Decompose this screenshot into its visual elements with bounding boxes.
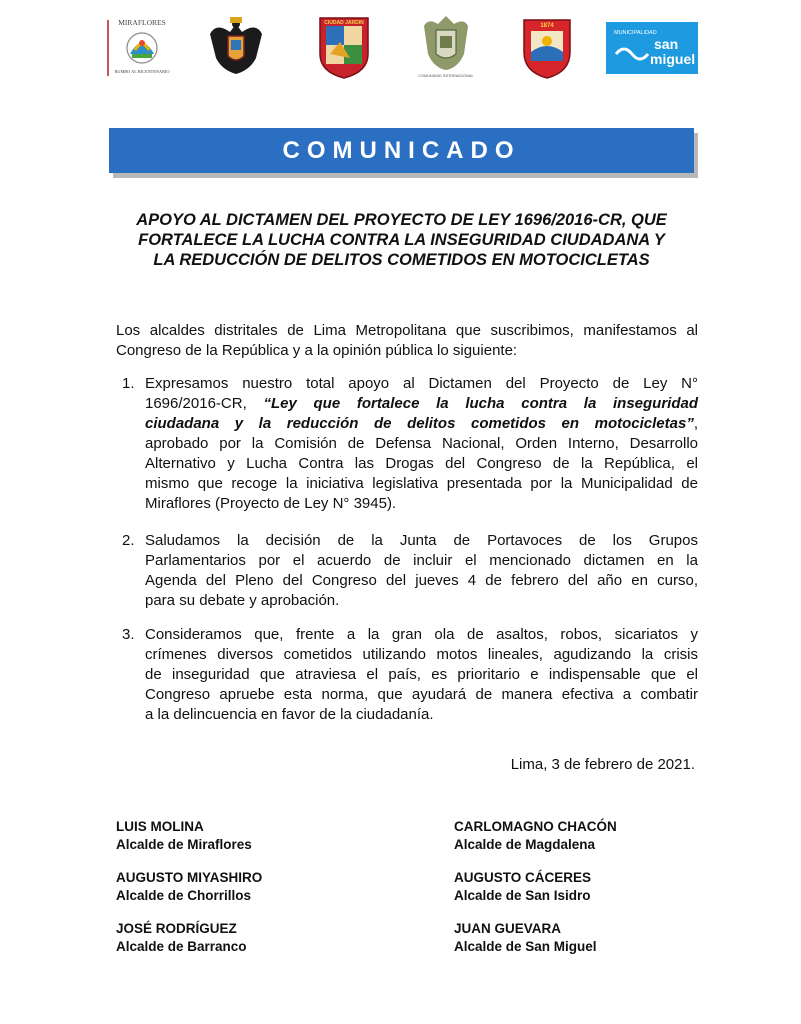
- list-line: Miraflores (Proyecto de Ley N° 3945).: [145, 495, 397, 512]
- barranco-crest: [418, 14, 474, 80]
- signatory-name: JOSÉ RODRÍGUEZ: [116, 921, 237, 936]
- list-line: Alternativo y Lucha Contra las Drogas del Congreso de la República, el: [145, 455, 698, 472]
- list-item-1: [116, 374, 698, 514]
- list-line: Agenda del Pleno del Congreso del jueves 4 de febrero del año en curso,: [145, 572, 698, 589]
- list-number: 2.: [122, 532, 135, 549]
- list-text: [145, 374, 698, 514]
- signature-block: [116, 818, 376, 854]
- signatory-role: Alcalde de Barranco: [116, 939, 247, 954]
- svg-text:CIUDAD JARDIN: CIUDAD JARDIN: [324, 20, 364, 26]
- list-line: Expresamos nuestro total apoyo al Dictamen del Proyecto de Ley N°: [145, 375, 698, 392]
- intro-line: Congreso de la República y a la opinión pública lo siguiente:: [116, 342, 518, 359]
- chorrillos-crest: [206, 14, 266, 80]
- list-line: de inseguridad que atraviesa el país, es prioritario e indispensable que el: [145, 666, 698, 683]
- san-miguel-logo: [606, 14, 698, 80]
- svg-text:miguel: miguel: [650, 51, 696, 67]
- svg-text:COMUNIDAD INTERNACIONAL: COMUNIDAD INTERNACIONAL: [418, 74, 474, 78]
- signatory-name: AUGUSTO CÁCERES: [454, 870, 592, 885]
- san-isidro-crest: [520, 14, 574, 80]
- list-line: para su debate y aprobación.: [145, 592, 340, 609]
- list-line: Congreso apruebe esta norma, que ayudará de manera efectiva a combatir: [145, 686, 698, 703]
- svg-text:1874: 1874: [540, 23, 554, 29]
- svg-text:RUMBO AL BICENTENARIO: RUMBO AL BICENTENARIO: [114, 69, 170, 74]
- signatory-name: CARLOMAGNO CHACÓN: [454, 819, 617, 834]
- signature-block: [116, 869, 376, 905]
- signatory-name: JUAN GUEVARA: [454, 921, 562, 936]
- list-text: [145, 625, 698, 725]
- banner-title: COMUNICADO: [282, 137, 521, 164]
- signatory-role: Alcalde de San Miguel: [454, 939, 597, 954]
- intro-paragraph: [116, 321, 698, 361]
- list-line: aprobado por la Comisión de Defensa Nacional, Orden Interno, Desarrollo: [145, 435, 698, 452]
- signature-block: [454, 869, 714, 905]
- magdalena-crest: [316, 14, 372, 80]
- municipal-logos-row: [102, 14, 698, 80]
- list-line: ciudadana y la reducción de delitos cometidos en motocicletas”,: [145, 415, 698, 432]
- list-line: Parlamentarios por el acuerdo de incluir el mencionado dictamen en la: [145, 552, 698, 569]
- list-item-3: [116, 625, 698, 725]
- signature-block: [116, 920, 376, 956]
- list-line: a la delincuencia en favor de la ciudadanía.: [145, 706, 434, 723]
- document-headline: [100, 210, 703, 270]
- intro-line: Los alcaldes distritales de Lima Metropolitana que suscribimos, manifestamos al: [116, 322, 698, 339]
- signatory-name: LUIS MOLINA: [116, 819, 204, 834]
- signature-block: [454, 818, 714, 854]
- svg-text:MIRAFLORES: MIRAFLORES: [118, 18, 166, 27]
- signatory-role: Alcalde de San Isidro: [454, 888, 591, 903]
- signatory-role: Alcalde de Miraflores: [116, 837, 252, 852]
- svg-text:san: san: [654, 36, 679, 52]
- headline-line: APOYO AL DICTAMEN DEL PROYECTO DE LEY 1696/2016-CR, QUE: [136, 211, 667, 229]
- signature-block: [454, 920, 714, 956]
- list-item-2: [116, 531, 698, 611]
- list-line: crímenes diversos cometidos utilizando motos lineales, agudizando la crisis: [145, 646, 698, 663]
- headline-line: FORTALECE LA LUCHA CONTRA LA INSEGURIDAD CIUDADANA Y: [138, 231, 665, 249]
- list-line: Saludamos la decisión de la Junta de Portavoces de los Grupos: [145, 532, 698, 549]
- document-date: Lima, 3 de febrero de 2021.: [510, 756, 695, 773]
- signatory-name: AUGUSTO MIYASHIRO: [116, 870, 263, 885]
- signatory-role: Alcalde de Chorrillos: [116, 888, 252, 903]
- list-line: 1696/2016-CR, “Ley que fortalece la lucha contra la inseguridad: [145, 395, 699, 412]
- svg-text:MUNICIPALIDAD: MUNICIPALIDAD: [614, 30, 657, 36]
- comunicado-banner: [109, 128, 694, 173]
- list-number: 3.: [122, 626, 135, 643]
- signatory-role: Alcalde de Magdalena: [454, 837, 596, 852]
- list-line: mismo que recoge la iniciativa legislativa presentada por la Municipalidad de: [145, 475, 698, 492]
- list-number: 1.: [122, 375, 135, 392]
- list-line: Consideramos que, frente a la gran ola de asaltos, robos, sicariatos y: [145, 626, 698, 643]
- headline-line: LA REDUCCIÓN DE DELITOS COMETIDOS EN MOTOCICLETAS: [153, 251, 650, 269]
- list-text: [145, 531, 698, 611]
- miraflores-logo: [102, 14, 176, 80]
